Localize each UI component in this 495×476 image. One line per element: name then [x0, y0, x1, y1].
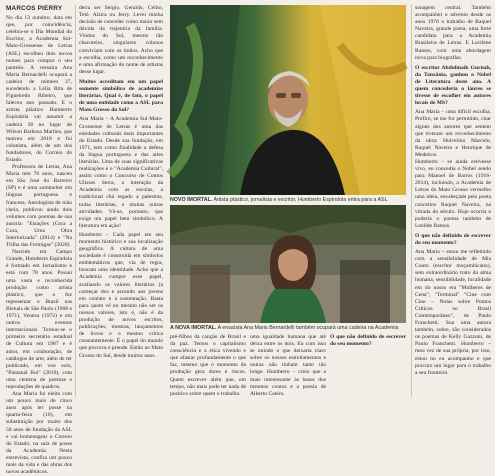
col2-intro: deria ser Sergio, Geraldo, Celito, Tetê. Alzira ou Jerry. Levei minha decisão de conceder como maior sem dúvida da trajetória da família. Vindos do Sul, mesmo tão chacoteiro, singulares colonos conviviam com os índios. Acho que a escolha, como um reconhecimento e uma afirmação do nome de artistas desse lugar. [79, 5, 163, 75]
col4-text: uma igualdade humana que até deixa entre os dois. Eu com isso se unindo o que deixaria claro sobre os nossos estreitamentos e outras não tinham tanto tão longe. Humberto – creio que a mais interessante às bases dos mesmos contos e a poesia de Alberto Caeiro. [250, 334, 326, 397]
photo-2-caption-text: A ensaísta Ana Maria Bernardelli também ocupará uma cadeira na Academia [216, 325, 399, 331]
col4b-text: O que não definido de escrever do seu momento? [330, 334, 406, 348]
col1-paragraph-3: Nascido em Campo Grande, Humberto Espíndola é formado em Jornalismo e está com 78 anos. Possui uma vasta e reconhecida produção como artista plástico, que o fez representar o Brasil nas Bienais de São Paulo (1968 e 1971), Veneza (1972) e em outros eventos internacionais. Tornou-se o primeiro secretário estadual de Cultura em 1987 e é autor, em colaboração, de catálogos de arte, além de ter publicado, em voo solo, "Pantanal Boi" (2019), com uma centena de poemas e reproduções de quadros. [6, 249, 72, 390]
column-1 [6, 5, 72, 476]
photo-1-caption-lead: NOVO IMORTAL. [170, 197, 213, 203]
interview-question: Muitos acreditam em um papel somente simbólico de academias literárias. Qual é, de fato, o papel de uma entidade como a ASL para Mato Grosso do Sul? [79, 78, 163, 114]
photo-humberto-espindola [170, 5, 406, 195]
photo-1-caption-text: Artista plástico, jornalista e escritor, Humberto Espíndola entra para a ASL [212, 197, 388, 203]
photo-2-caption-lead: A NOVA IMORTAL. [170, 325, 217, 331]
col3-text: pré-filhos da canção de Brasil e da paz. Temos o capitalismo consciência e a ética vivendo e que afastar profundamente o que faz, mesmo que o momento da produção gera dores e riscos. Quem escrever além que, em tempo, não mais pode ter nada de positivo sobre quem o trabalho. [170, 334, 246, 397]
portrait-image [170, 205, 406, 323]
interview-question: O escritor Abdulmaik Gurnah, da Tanzânia, ganhou o Nobel de Literatura deste ano. A quem concederia o láureo se tivesse de escolher em autores locais de MS? [415, 64, 491, 107]
byline: MARCOS PIERRY [6, 5, 63, 12]
col1-paragraph-2: Professora de Letras, Ana Maria tem 70 anos, nasceu em São José do Barreiro (SP) e é uma sommelier em línguas portuguesa e francesa. Antologista de mão cheia, publicou ainda dois volumes com poemas de sua autoria: "Estações (Cora a Cora, Uma Obra Interiorizada" (2014) e "Na Trilha das Formigas" (2020). [6, 164, 72, 249]
column-5 [415, 5, 491, 377]
col5-answer-2: Ana Maria – estou me refletindo com a sensibilidade de Mia Couto (escritor moçambicano), sem extraordinário trato da alma humana, sensibilidade, localidade em do nosso era "Mulheres de Cena", "Terminal" "Cine com Cine – Notas sobre Pontos Críticos no Brasil Contemporâneo", de Paulo Franchetti. Sua uma autora também, sobre, são considerados os poemas de Kelly Gazzoni, de Paulo Franchetti. Humberto – meu vez de sua própria, por isso, estou no eu acompanho e que procuro um lugar para o trabalho a seu fronteiro. [415, 249, 491, 376]
interview-question: O que não definido de escrever do seu momento? [415, 232, 491, 246]
column-2 [79, 5, 163, 360]
col5-answer: Ana Maria – uma difícil escolha. Prefiro, se me for permitido, citar alguns dos autores que sentem que tiveram um reconhecimento da obra: Hulvelino Marcelo, Raquel Naveira e Henrique de Medeiros. Humberto – se ainda estivesse vivo, eu concedia o Nobel sendo para Manoel de Barros (1916-2014), incluindo, a Academia de Letras do Mato Grosso vermelho uma ideia, encabeçada pela poeta conceitos Raquel Naveira, na vitrada do século. Hoje ocorria e poderia o poema também de Lenilde Ramos. [415, 109, 491, 229]
photo-ana-maria-bernardelli [170, 205, 406, 323]
portrait-image [170, 5, 406, 195]
col5-intro: sonagem central. Também acompanhei o advento desde os anos 1970 o trabalho de Raquel Naveira, grande poeta, uma forte candidata para a Academia Brasileira de Letras. E Lucilene Ramos, com uma abordagem nova para biografias. [415, 5, 491, 61]
column-4-bottom [250, 334, 326, 398]
photo-1-caption [170, 197, 406, 203]
column-3-bottom [170, 334, 246, 398]
photo-2-caption [170, 325, 406, 331]
column-rule [411, 5, 412, 397]
col2-answer-2: Humberto – Cada papel em seu momento histórico e sua localização geográfica. A cultura de uma sociedade é construída em símbolos emblemáticos que, via de regra, buscam uma identidade. Acho que a Academia cumpre esse papel, avaliando os valores literários (a começar dos e ascendo aos jovens em contato e a sustentação. Basta para quem vê no mesmo não ser os nossos valores, isto é, não é da produção de novos escritos, publicações, mostras, lançamentos de livros e o mesmo critica constantemente. É o papel do mundo que provoca e prende. Então ao Mato Grosso do Sul, desde muitos anos. [79, 231, 163, 359]
col2-answer-1: Ana Maria – A Academia Sul-Mato-Grossense de Letras é uma das entidades culturais mais importantes do Estado. Desde sua fundação, em 1971, tem como finalidade a defesa da língua portuguesa e das artes literárias. Uma de suas significativas realizações é o "Academia Cultural", assim como o Concurso de Contos Ulisses Serra, a interação da Academia com as escolas, a tradicional chá regado a palestras, todas literárias, e muitas outras atividades. Vê-se, portanto, que exige um papel bem simbólico. A literatura em ação! [79, 116, 163, 229]
column-4b-bottom [330, 334, 406, 348]
col1-paragraph-1: No dia 13 outubro, data em que, por coincidência, celebra-se o Dia Mundial do Escritor, a Academia Sul-Mato-Grossense de Letras (ASL) escolheu dois novos nomes para compor o seu panteão. A cessaira Ana Maria Bernardelli ocupará a cadeira de número 27, sucedendo a Lélia Rita de Figueiredo Ribeiro, que faleceu ano passado. E o artista plástico Humberto Espíndola vai assumir a cadeira 38 no lugar de Wilson Barbosa Martins, que morreu em 2018 e foi colunista, além de um dos fundadores, do Correio do Estado. [6, 15, 72, 163]
column-rule [75, 5, 76, 397]
col1-paragraph-4: Ana Maria foi eleita com um pouco mais de cinco anos após ter posse na quarta-feira (18), em substituição por muito dos 50 anos de fundação da ASL e vai homenagear o Correio do Estado, na sala de posse da Academia. Nesta entrevista, confira um pouco mais da vida e das obras dos novos acadêmicos. [6, 391, 72, 476]
